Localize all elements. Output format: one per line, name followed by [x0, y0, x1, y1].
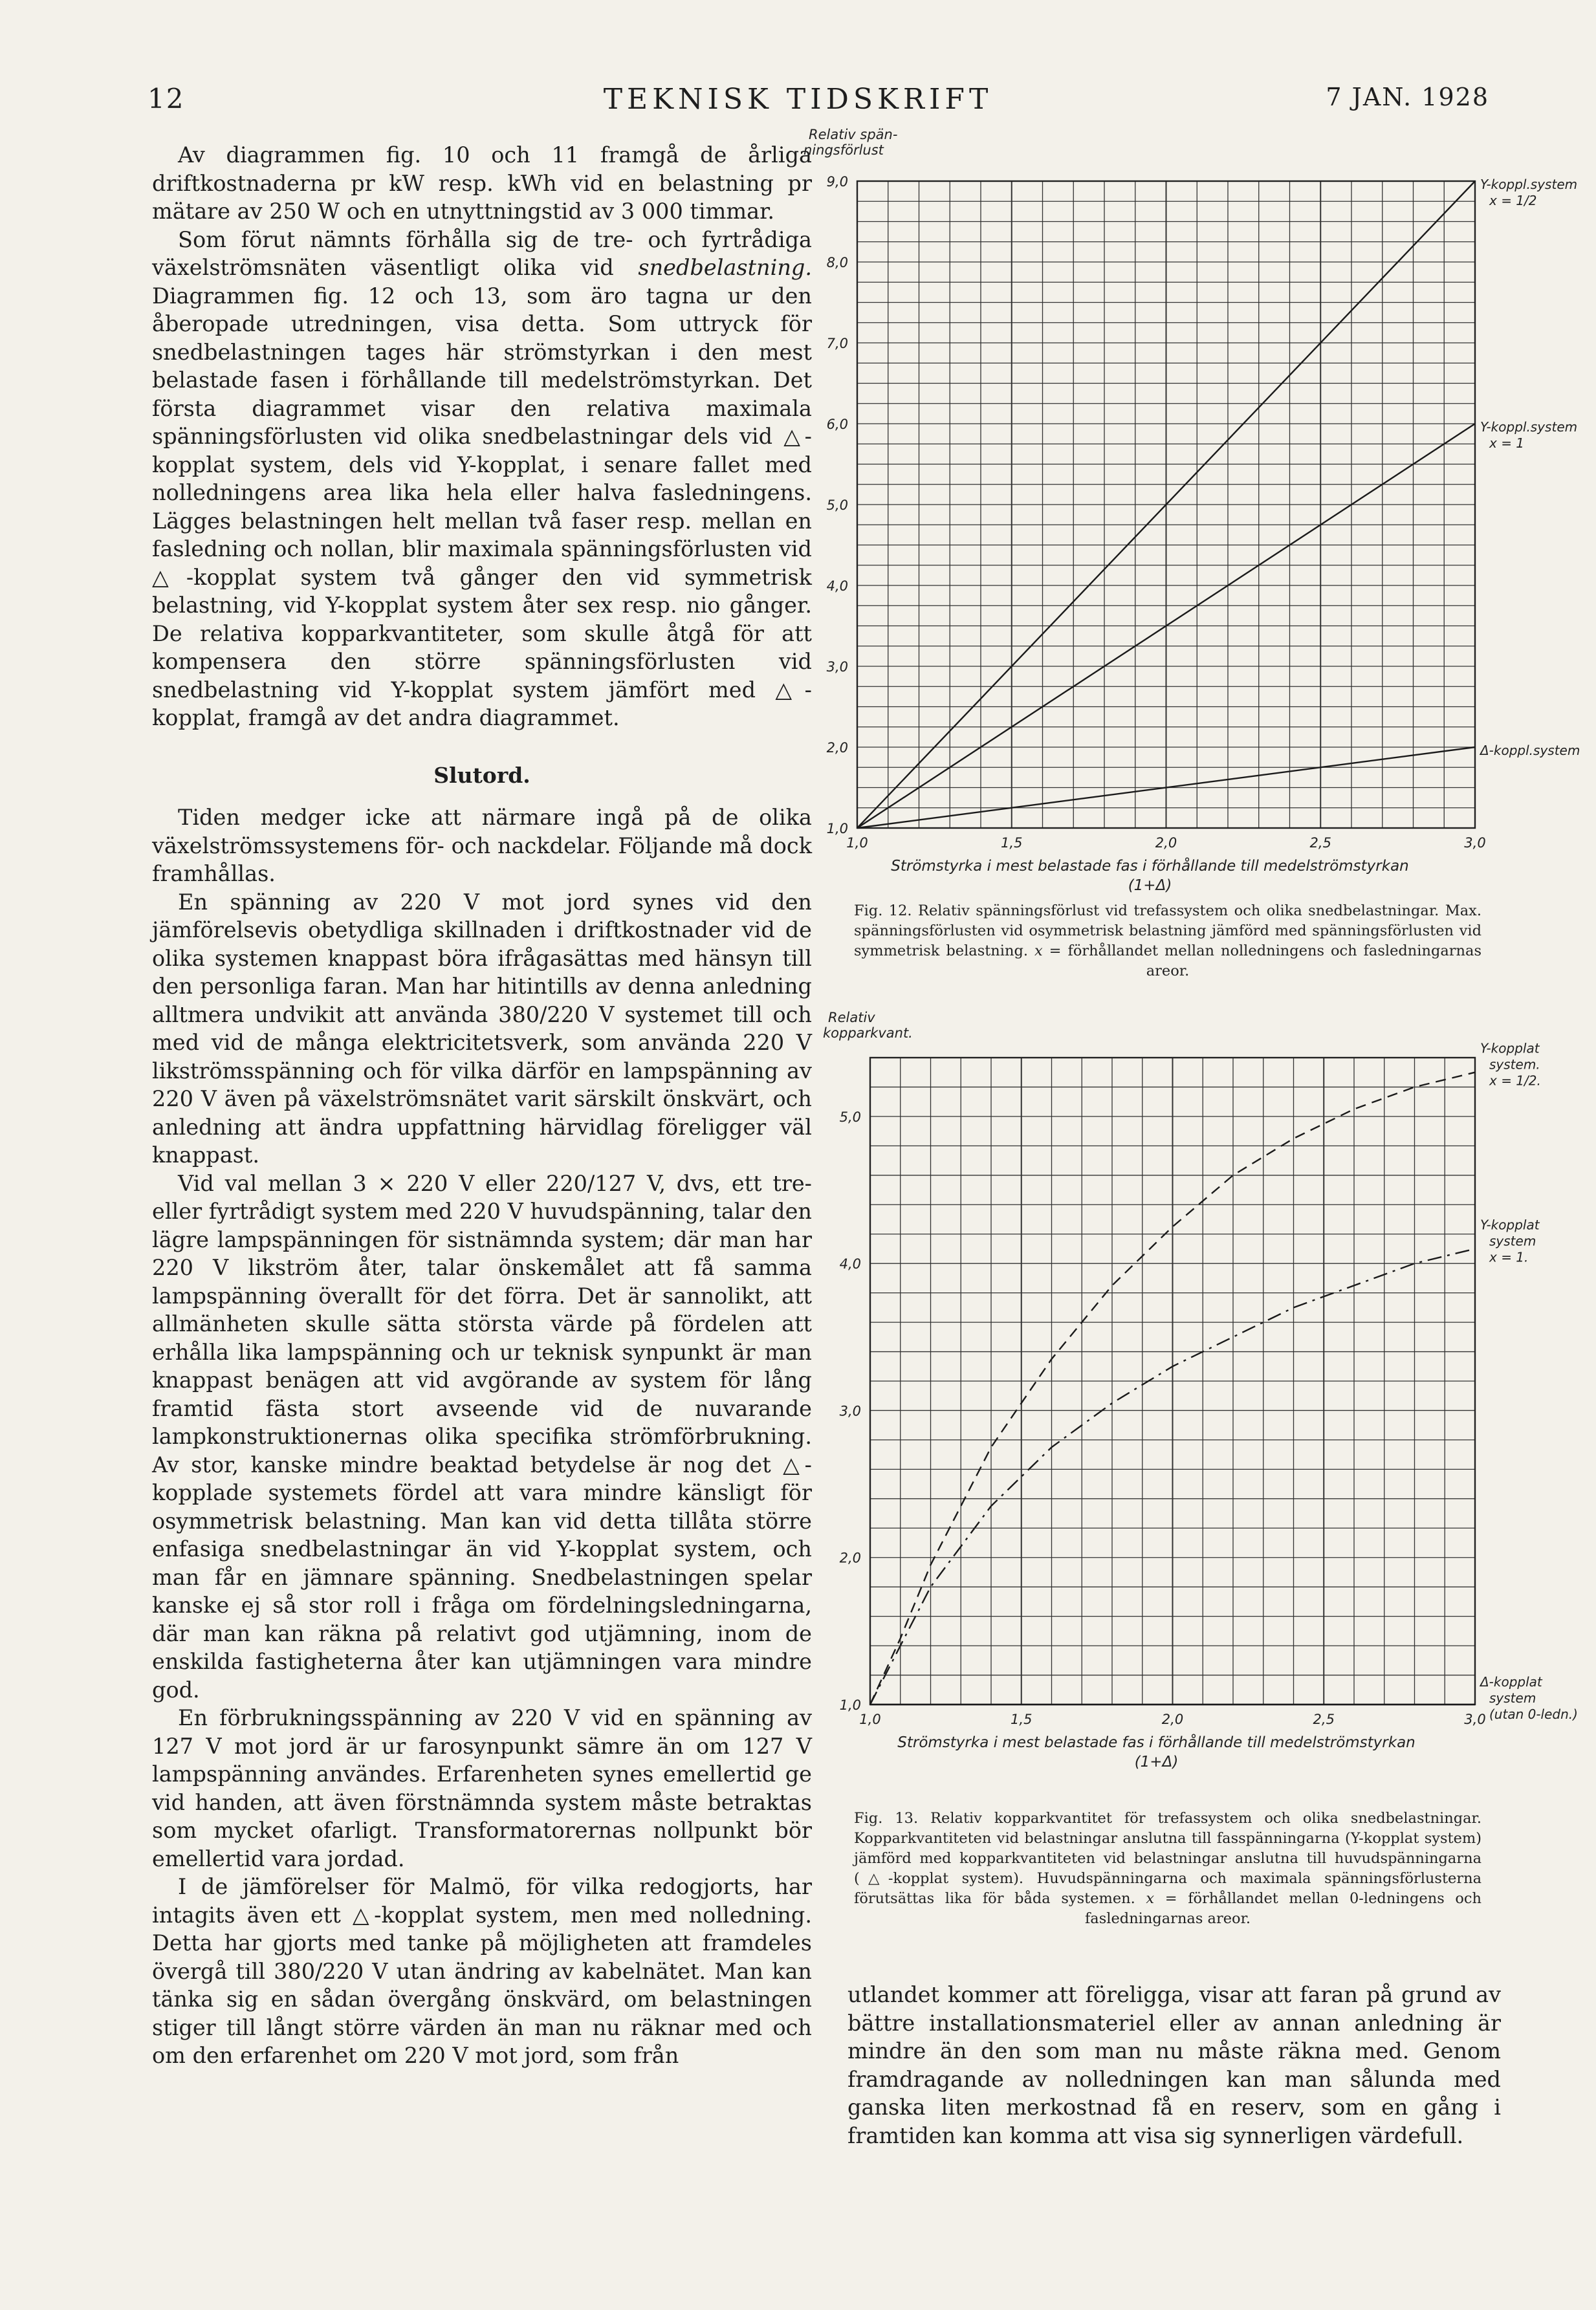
section-heading: Slutord. [433, 762, 530, 788]
y-tick-label: 3,0 [826, 659, 848, 675]
x-axis-title: Strömstyrka i mest belastade fas i förhållande till medelströmstyrkan [897, 1734, 1416, 1751]
paragraph: I de jämförelser för Malmö, för vilka redogjorts, har intagits även ett △-kopplat system, men med nolledning. Detta har gjorts med tanke på möjligheten att framdeles övergå till 380/220 V utan ändring av kabelnätet. Man kan tänka sig en sådan övergång önskvärd, om belastningen stiger till långt större värden än man nu räknar med och om den erfarenhet om 220 V mot jord, som från [152, 1874, 812, 2068]
y-tick-label: 7,0 [826, 336, 848, 351]
x-tick-label: 1,0 [859, 1712, 881, 1727]
y-tick-label: 2,0 [826, 740, 848, 756]
series-label: system [1489, 1233, 1536, 1249]
y-tick-label: 1,0 [826, 821, 848, 836]
paragraph-text: Som förut nämnts förhålla sig de tre- och fyrtrådiga växelströmsnäten väsentligt olika vid [152, 226, 812, 280]
y-axis-title: ningsförlust [803, 142, 884, 158]
y-axis-title: kopparkvant. [823, 1025, 913, 1041]
paragraph: En förbrukningsspänning av 220 V vid en spänning av 127 V mot jord är ur farosynpunkt sämre än om 127 V lampspänning användes. Erfarenheten synes emellertid ge vid handen, att även förstnämnda system måste betraktas som mycket ofarligt. Transformatorernas nollpunkt bör emellertid vara jordad. [152, 1705, 812, 1871]
y-tick-label: 2,0 [839, 1550, 861, 1566]
x-tick-label: 3,0 [1464, 835, 1486, 851]
caption-variable: x [1146, 1890, 1155, 1907]
page-number: 12 [148, 83, 185, 114]
x-tick-label: 2,0 [1155, 835, 1177, 851]
paragraph [152, 226, 812, 732]
series-label: Y-koppl.system [1480, 419, 1578, 435]
series-label: Y-koppl.system [1480, 177, 1578, 192]
figure-12 [803, 123, 1591, 915]
emphasis: snedbelastning. [638, 255, 812, 280]
issue-date: 7 JAN. 1928 [1326, 83, 1489, 111]
paragraph: En spänning av 220 V mot jord synes vid den jämförelsevis obetydliga skillnaden i driftkostnader vid de olika systemen knappast böra ifrågasättas med hänsyn till den personliga faran. Man har hitintills av denna anledning alltmera undvikit att använda 380/220 V systemet till och med vid de många elektricitetsverk, som använda 220 V likströmsspänning och för vilka därför en lampspänning av 220 V även på växelströmsnätet varit särskilt önskvärt, och anledning att ändra uppfattning härvidlag föreligger väl knappast. [152, 889, 812, 1168]
x-tick-label: 1,5 [1011, 1712, 1033, 1727]
caption-text: Fig. 12. Relativ spänningsförlust vid trefassystem och olika snedbelastningar. Max. spänningsförlusten vid osymmetrisk belastning jämförd med spänningsförlusten vid symmetrisk belastning. [854, 902, 1481, 959]
figure-12-caption [854, 901, 1481, 981]
y-tick-label: 5,0 [839, 1109, 861, 1125]
chart-fig12 [803, 123, 1591, 912]
series-label: x = 1/2. [1489, 1073, 1541, 1089]
x-tick-label: 3,0 [1464, 1712, 1486, 1727]
paragraph-text: Diagrammen fig. 12 och 13, som äro tagna ur den åberopade utredningen, visa detta. Som uttryck för snedbelastningen tages här strömstyrkan i den mest belastade fasen i förhållande till medelströmstyrkan. Det första diagrammet visar den relativa maximala spänningsförlusten vid olika snedbelastningar dels vid △-kopplat system, dels vid Y-kopplat, i senare fallet med nolledningens area lika hela eller halva fasledningens. Lägges belastningen helt mellan två faser resp. mellan en fasledning och nollan, blir maximala spänningsförlusten vid △-kopplat system två gånger den vid symmetrisk belastning, vid Y-kopplat system åter sex resp. nio gånger. De relativa kopparkvantiteter, som skulle åtgå för att kompensera den större spänningsförlusten vid snedbelastning vid Y-kopplat system jämfört med △-kopplat, framgå av det andra diagrammet. [152, 283, 812, 730]
series-label: Y-kopplat [1480, 1040, 1540, 1056]
series-label: Δ-kopplat [1480, 1674, 1542, 1690]
caption-text: = förhållandet mellan 0-ledningens och fasledningarnas areor. [1084, 1890, 1482, 1927]
y-tick-label: 8,0 [826, 255, 848, 270]
x-axis-title: Strömstyrka i mest belastade fas i förhållande till medelströmstyrkan [891, 858, 1409, 875]
chart-fig13 [809, 1009, 1591, 1811]
left-column [152, 141, 812, 2070]
y-tick-label: 9,0 [826, 174, 848, 190]
series-label: x = 1 [1489, 435, 1525, 451]
y-axis-title: Relativ [828, 1010, 875, 1025]
x-tick-label: 2,5 [1309, 835, 1331, 851]
series-label: Δ-koppl.system [1480, 743, 1580, 758]
caption-text: = förhållandet mellan nolledningens och fasledningarnas areor. [1049, 943, 1481, 979]
x-tick-label: 1,0 [846, 835, 868, 851]
caption-variable: x [1034, 943, 1043, 959]
paragraph: Tiden medger icke att närmare ingå på de olika växelströmssystemens för- och nackdelar. Följande må dock framhållas. [152, 805, 812, 886]
x-tick-label: 2,5 [1313, 1712, 1335, 1727]
caption-text: Fig. 13. Relativ kopparkvantitet för trefassystem och olika snedbelastningar. Kopparkvantiteten vid belastningar anslutna till fasspänningarna (Y-kopplat system) jämförd med kopparkvantiteten vid belastningar anslutna till huvudspänningarna (△-kopplat system). Huvudspänningarna och maximala spänningsförlusterna förutsättas lika för båda systemen. [854, 1810, 1481, 1907]
y-tick-label: 1,0 [839, 1697, 861, 1713]
figure-13 [809, 1009, 1591, 1814]
series-label: system [1489, 1690, 1536, 1706]
series-label: x = 1. [1489, 1249, 1529, 1265]
series-label: Y-kopplat [1480, 1217, 1540, 1233]
y-tick-label: 4,0 [839, 1256, 861, 1272]
right-column [847, 1981, 1501, 2150]
figure-13-caption [854, 1809, 1481, 1929]
y-tick-label: 5,0 [826, 497, 848, 513]
series-label: x = 1/2 [1489, 193, 1537, 208]
conclusion-text [152, 803, 812, 2070]
y-tick-label: 3,0 [839, 1403, 861, 1419]
paragraph: Av diagrammen fig. 10 och 11 framgå de årliga driftkostnaderna pr kW resp. kWh vid en belastning pr mätare av 250 W och en utnyttningstid av 3 000 timmar. [152, 142, 812, 224]
paragraph: utlandet kommer att föreligga, visar att faran på grund av bättre installationsmateriel eller av annan anledning är mindre än den som man nu måste räkna med. Genom framdragande av nolledningen kan man sålunda med ganska liten merkostnad få en reserv, som en gång i framtiden kan komma att visa sig synnerligen värdefull. [847, 1982, 1501, 2148]
x-tick-label: 2,0 [1161, 1712, 1184, 1727]
journal-title: TEKNISK TIDSKRIFT [603, 83, 993, 116]
paragraph: Vid val mellan 3 × 220 V eller 220/127 V, dvs, ett tre- eller fyrtrådigt system med 220 V huvudspänning, talar den lägre lampspänningen för sistnämnda system; där man har 220 V likström åter, talar önskemålet att få samma lampspänning överallt för det förra. Det är sannolikt, att allmänheten skulle sätta största värde på fördelen att erhålla lika lampspänning och ur teknisk synpunkt är man knappast benägen att vid avgörande av system för lång framtid fästa stort avseende vid de nuvarande lampkonstruktionernas olika specifika strömförbrukning. Av stor, kanske mindre beaktad betydelse är nog det △-kopplade systemets fördel att vara mindre känsligt för osymmetrisk belastning. Man kan vid detta tillåta större enfasiga snedbelastningar än vid Y-kopplat system, och man får en jämnare spänning. Snedbelastningen spelar kanske ej så stor roll i fråga om fördelningsledningarna, där man kan räkna på relativt god utjämning, inom de enskilda fastigheterna åter kan utjämningen vara mindre god. [152, 1170, 812, 1703]
y-axis-title: Relativ spän- [809, 127, 898, 142]
x-axis-title: (1+Δ) [1128, 877, 1172, 894]
series-label: (utan 0-ledn.) [1489, 1706, 1578, 1722]
series-label: system. [1489, 1056, 1540, 1073]
y-tick-label: 6,0 [826, 417, 848, 432]
x-axis-title: (1+Δ) [1134, 1754, 1179, 1771]
x-tick-label: 1,5 [1001, 835, 1023, 851]
y-tick-label: 4,0 [826, 578, 848, 594]
